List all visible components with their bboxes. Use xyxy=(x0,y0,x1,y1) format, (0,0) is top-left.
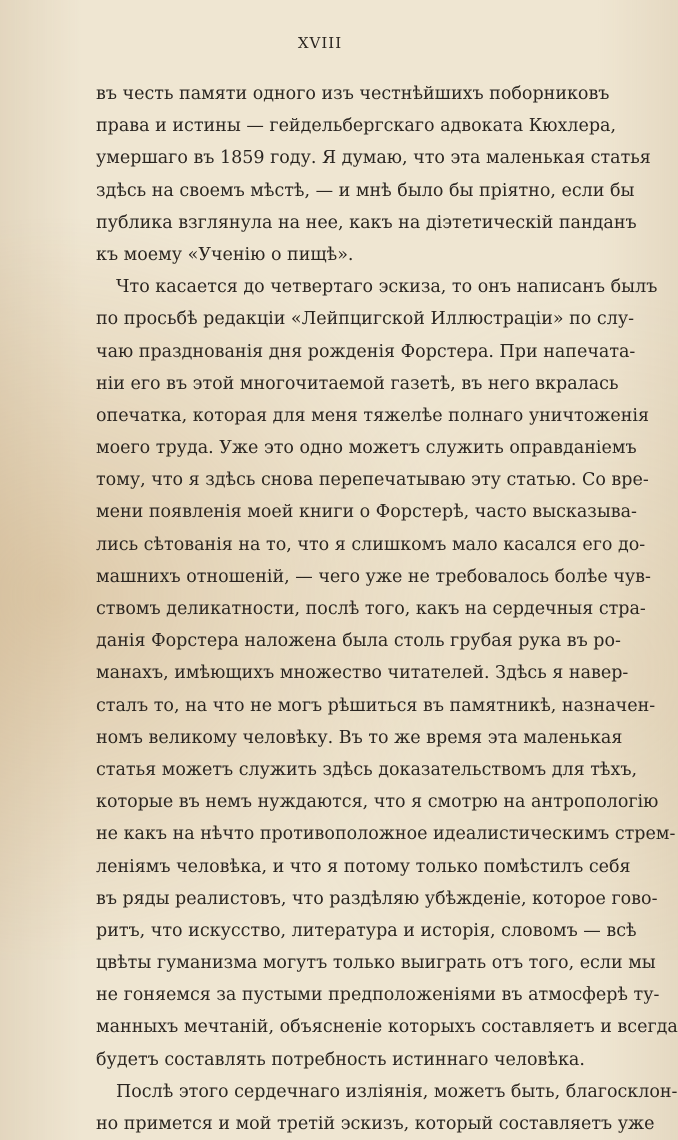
text-line: лись сѣтованія на то, что я слишкомъ мало касался его до- xyxy=(96,534,646,555)
text-line: моего труда. Уже это одно можетъ служить оправданіемъ xyxy=(96,438,637,459)
page-number: XVIII xyxy=(297,34,343,52)
text-line: ніи его въ этой многочитаемой газетѣ, въ него вкралась xyxy=(96,373,619,394)
text-line: не какъ на нѣчто противоположное идеалистическимъ стрем- xyxy=(96,824,676,845)
text-line: ритъ, что искусство, литература и исторія, словомъ — всѣ xyxy=(96,920,637,941)
text-line: умершаго въ 1859 году. Я думаю, что эта маленькая статья xyxy=(96,148,651,169)
text-line: машнихъ отношеній, — чего уже не требовалось болѣе чув- xyxy=(96,566,651,587)
text-line: здѣсь на своемъ мѣстѣ, — и мнѣ было бы пріятно, если бы xyxy=(96,180,635,201)
text-line: въ честь памяти одного изъ честнѣйшихъ поборниковъ xyxy=(96,84,610,104)
text-line: по просьбѣ редакціи «Лейпцигской Иллюстраціи» по слу- xyxy=(96,309,635,330)
text-line: цвѣты гуманизма могутъ только выиграть отъ того, если мы xyxy=(96,953,656,974)
text-line: ствомъ деликатности, послѣ того, какъ на сердечныя стра- xyxy=(96,599,646,619)
text-line: Что касается до четвертаго эскиза, то онъ написанъ былъ xyxy=(116,277,658,298)
text-line: сталъ то, на что не могъ рѣшиться въ памятникѣ, назначен- xyxy=(96,695,656,716)
text-line: опечатка, которая для меня тяжелѣе полнаго уничтоженія xyxy=(96,405,650,426)
text-line: которые въ немъ нуждаются, что я смотрю на антропологію xyxy=(96,792,659,813)
text-line: въ ряды реалистовъ, что раздѣляю убѣжденіе, которое гово- xyxy=(96,888,658,909)
text-line: манахъ, имѣющихъ множество читателей. Здѣсь я навер- xyxy=(96,663,629,684)
text-line: манныхъ мечтаній, объясненіе которыхъ составляетъ и всегда xyxy=(96,1017,678,1038)
text-line: мени появленія моей книги о Форстерѣ, часто высказыва- xyxy=(96,502,637,523)
text-line: но примется и мой третій эскизъ, который составляетъ уже xyxy=(96,1114,655,1134)
text-line: будетъ составлять потребность истиннаго человѣка. xyxy=(96,1049,585,1070)
text-line: данія Форстера наложена была столь грубая рука въ ро- xyxy=(96,631,621,652)
body-text xyxy=(96,78,678,1140)
text-line: къ моему «Ученію о пищѣ». xyxy=(96,244,354,265)
text-line: права и истины — гейдельбергскаго адвоката Кюхлера, xyxy=(96,116,617,137)
text-line: тому, что я здѣсь снова перепечатываю эту статью. Со вре- xyxy=(96,470,649,491)
text-line: не гоняемся за пустыми предположеніями въ атмосферѣ ту- xyxy=(96,985,660,1006)
text-line: статья можетъ служить здѣсь доказательствомъ для тѣхъ, xyxy=(96,759,638,780)
text-line: номъ великому человѣку. Въ то же время эта маленькая xyxy=(96,727,623,748)
text-line: чаю празднованія дня рожденія Форстера. При напечата- xyxy=(96,341,636,362)
text-line: публика взглянула на нее, какъ на діэтетическій панданъ xyxy=(96,212,637,233)
text-line: Послѣ этого сердечнаго изліянія, можетъ быть, благосклон- xyxy=(116,1081,678,1102)
text-line: леніямъ человѣка, и что я потому только помѣстилъ себя xyxy=(96,856,631,877)
